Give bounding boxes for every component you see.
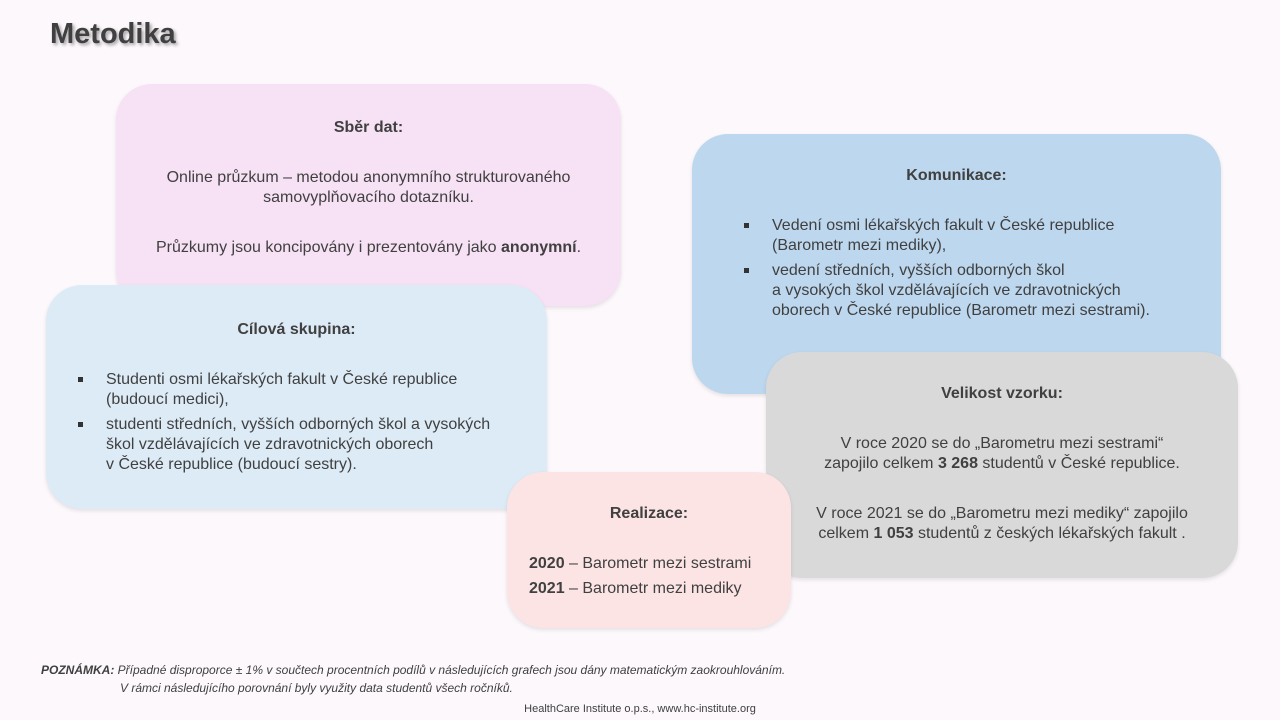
card-heading: Komunikace: (906, 167, 1007, 184)
card-paragraph: Online průzkum – metodou anonymního strukturovaného samovyplňovacího dotazníku. (166, 169, 571, 206)
card-heading: Cílová skupina: (237, 321, 356, 338)
card-realizace (507, 472, 791, 628)
footnote (41, 661, 785, 697)
bullet-list (692, 216, 1221, 321)
footer-credit: HealthCare Institute o.p.s., www.hc-institute.org (524, 703, 756, 715)
footnote-text: V rámci následujícího porovnání byly využity data studentů všech ročníků. (120, 681, 513, 695)
page-title: Metodika (50, 18, 176, 50)
bullet-list (46, 370, 547, 475)
list-item: Vedení osmi lékařských fakult v České republice (Barometr mezi mediky), (742, 216, 1201, 256)
footnote-label: POZNÁMKA: (41, 663, 115, 677)
card-paragraph: V roce 2020 se do „Barometru mezi sestrami“ zapojilo celkem 3 268 studentů v České republice. (824, 435, 1180, 472)
card-paragraph: V roce 2021 se do „Barometru mezi mediky“ zapojilo celkem 1 053 studentů z českých lékařských fakult . (816, 505, 1188, 542)
card-velikost-vzorku (766, 352, 1238, 578)
list-item: studenti středních, vyšších odborných škol a vysokých škol vzdělávajících ve zdravotnických oborech v České republice (budoucí sestry). (76, 415, 527, 475)
list-item: vedení středních, vyšších odborných škol a vysokých škol vzdělávajících ve zdravotnických oborech v České republice (Barometr mezi sestrami). (742, 261, 1201, 321)
footnote-text: Případné disproporce ± 1% v součtech procentních podílů v následujících grafech jsou dány matematickým zaokrouhlováním. (114, 663, 786, 677)
list-item: Studenti osmi lékařských fakult v České republice (budoucí medici), (76, 370, 527, 410)
card-sber-dat (116, 84, 621, 306)
card-heading: Velikost vzorku: (941, 385, 1063, 402)
list-item: 2021 – Barometr mezi mediky (529, 580, 742, 597)
realizace-list (507, 554, 791, 599)
card-paragraph: Průzkumy jsou koncipovány i prezentovány jako anonymní. (155, 239, 582, 256)
card-cilova-skupina (46, 285, 547, 509)
card-heading: Realizace: (609, 505, 689, 522)
card-heading: Sběr dat: (333, 119, 404, 136)
list-item: 2020 – Barometr mezi sestrami (529, 555, 752, 572)
